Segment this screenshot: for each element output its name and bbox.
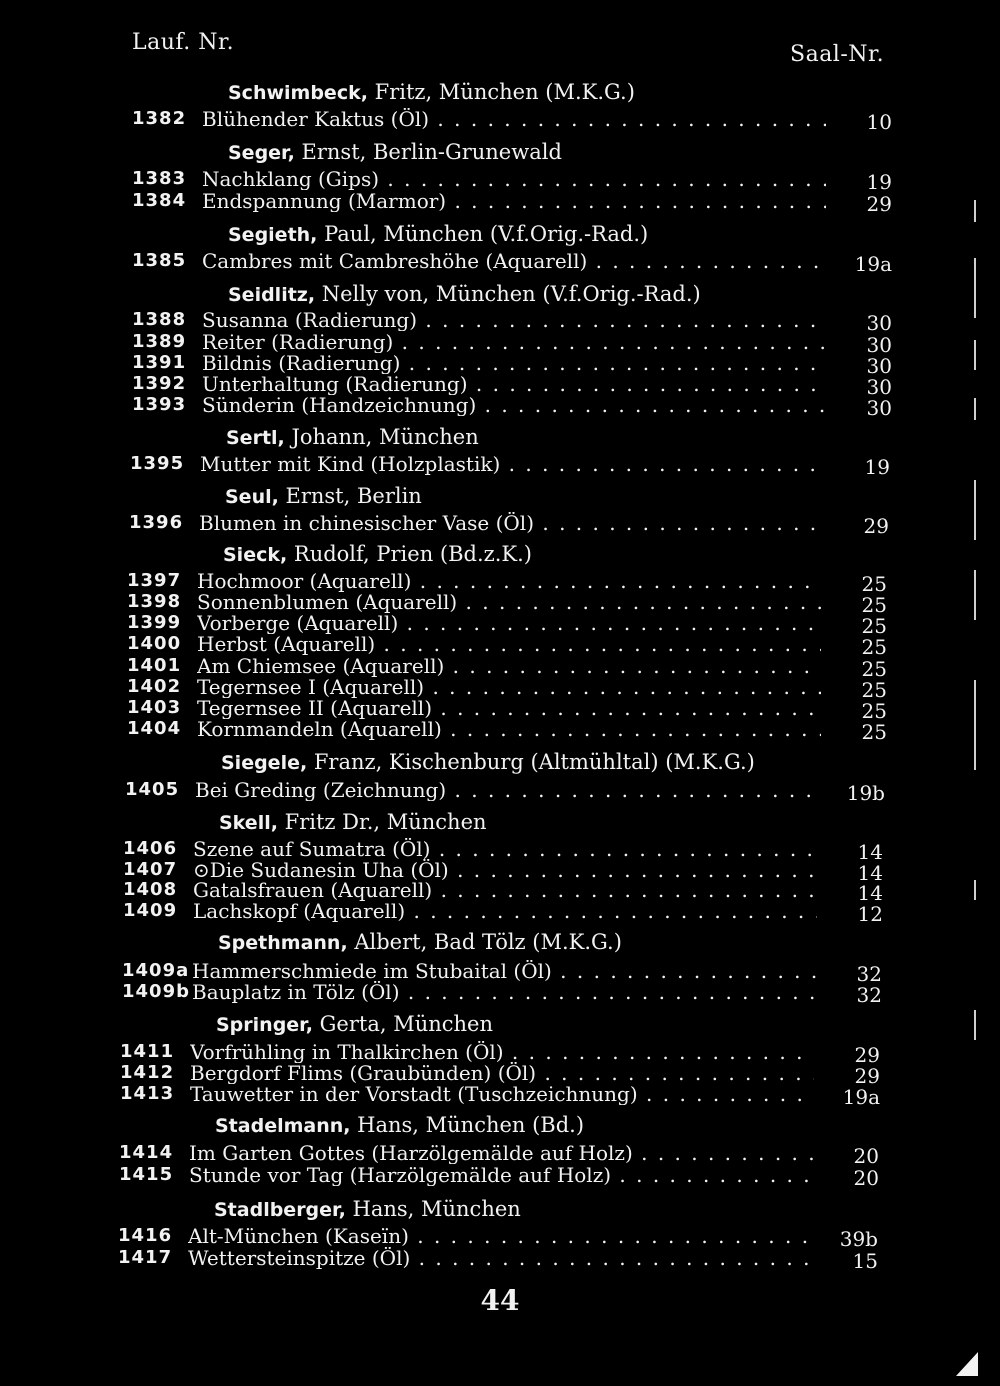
- margin-mark: [974, 480, 976, 540]
- entry-saal-number: 19b: [846, 781, 885, 805]
- catalog-entry: [127, 676, 887, 702]
- catalog-entry: [123, 859, 883, 885]
- entry-title: Vorfrühling in Thalkirchen (Öl) . . .: [190, 1041, 814, 1063]
- entry-title: Mutter mit Kind (Holzplastik) . . .: [200, 453, 824, 475]
- entry-number: 1396: [129, 512, 184, 533]
- artist-heading: [228, 222, 648, 246]
- margin-mark: [974, 880, 976, 900]
- entry-number: 1417: [118, 1247, 173, 1268]
- artist-name: Segieth,: [228, 224, 318, 246]
- entry-title: ⊙Die Sudanesin Uha (Öl) . . .: [193, 859, 817, 881]
- entry-title: Hammerschmiede im Stubaital (Öl) . . .: [192, 960, 816, 982]
- artist-name: Stadlberger,: [214, 1199, 346, 1221]
- catalog-entry: [122, 981, 882, 1007]
- entry-title: Reiter (Radierung) . . .: [202, 331, 826, 353]
- entry-saal-number: 19a: [842, 1085, 880, 1109]
- artist-heading: [223, 542, 532, 566]
- catalog-entry: [132, 331, 892, 357]
- artist-info: Gerta, München: [312, 1012, 494, 1036]
- entry-title: Am Chiemsee (Aquarell) . . .: [197, 655, 821, 677]
- entry-saal-number: 20: [853, 1144, 879, 1168]
- catalog-entry: [120, 1083, 880, 1109]
- entry-title: Herbst (Aquarell) . . .: [197, 633, 821, 655]
- entry-title: Sünderin (Handzeichnung) . . .: [202, 394, 826, 416]
- entry-number: 1412: [120, 1062, 175, 1083]
- artist-heading: [216, 1012, 493, 1036]
- entry-saal-number: 30: [866, 375, 892, 399]
- catalog-entry: [132, 108, 892, 134]
- margin-mark: [974, 1010, 976, 1040]
- entry-title: Tauwetter in der Vorstadt (Tuschzeichnung) . . .: [190, 1083, 814, 1105]
- artist-info: Hans, München: [345, 1197, 521, 1221]
- page-number: 44: [480, 1284, 520, 1317]
- entry-title: Bergdorf Flims (Graubünden) (Öl) . . .: [190, 1062, 814, 1084]
- artist-heading: [228, 140, 562, 164]
- artist-name: Seidlitz,: [228, 284, 316, 306]
- entry-saal-number: 32: [856, 983, 882, 1007]
- entry-number: 1395: [130, 453, 185, 474]
- catalog-entry: [127, 697, 887, 723]
- artist-name: Stadelmann,: [215, 1115, 351, 1137]
- entry-saal-number: 14: [857, 881, 883, 905]
- artist-info: Albert, Bad Tölz (M.K.G.): [347, 930, 622, 954]
- margin-mark: [974, 340, 976, 370]
- entry-title: Stunde vor Tag (Harzölgemälde auf Holz) . . .: [189, 1164, 813, 1186]
- catalog-entry: [130, 453, 890, 479]
- entry-saal-number: 30: [866, 311, 892, 335]
- entry-title: Wettersteinspitze (Öl) . . .: [188, 1247, 812, 1269]
- catalog-entry: [118, 1225, 878, 1251]
- margin-mark: [974, 680, 976, 770]
- entry-title: Szene auf Sumatra (Öl) . . .: [193, 838, 817, 860]
- artist-name: Spethmann,: [218, 932, 348, 954]
- entry-saal-number: 20: [853, 1166, 879, 1190]
- entry-number: 1385: [132, 250, 187, 271]
- entry-saal-number: 29: [854, 1064, 880, 1088]
- catalog-entry: [127, 633, 887, 659]
- entry-saal-number: 30: [866, 354, 892, 378]
- entry-title: Hochmoor (Aquarell) . . .: [197, 570, 821, 592]
- margin-mark: [974, 200, 976, 222]
- artist-heading: [219, 810, 487, 834]
- entry-saal-number: 25: [861, 614, 887, 638]
- entry-number: 1389: [132, 331, 187, 352]
- entry-saal-number: 29: [863, 514, 889, 538]
- entry-title: Cambres mit Cambreshöhe (Aquarell) . . .: [202, 250, 826, 272]
- entry-title: Unterhaltung (Radierung) . . .: [202, 373, 826, 395]
- entry-number: 1414: [119, 1142, 174, 1163]
- entry-title: Kornmandeln (Aquarell) . . .: [197, 718, 821, 740]
- artist-name: Sertl,: [226, 427, 285, 449]
- catalog-entry: [120, 1062, 880, 1088]
- catalog-entry: [123, 879, 883, 905]
- entry-number: 1413: [120, 1083, 175, 1104]
- margin-mark: [974, 570, 976, 620]
- entry-number: 1416: [118, 1225, 173, 1246]
- artist-name: Sieck,: [223, 544, 288, 566]
- entry-title: Tegernsee I (Aquarell) . . .: [197, 676, 821, 698]
- catalog-entry: [132, 168, 892, 194]
- artist-heading: [221, 750, 755, 774]
- artist-info: Hans, München (Bd.): [350, 1113, 585, 1137]
- entry-title: Susanna (Radierung) . . .: [202, 309, 826, 331]
- entry-number: 1406: [123, 838, 178, 859]
- catalog-entry: [119, 1142, 879, 1168]
- artist-info: Paul, München (V.f.Orig.-Rad.): [317, 222, 649, 246]
- margin-mark: [974, 258, 976, 318]
- artist-name: Springer,: [216, 1014, 313, 1036]
- entry-saal-number: 29: [854, 1043, 880, 1067]
- catalog-entry: [132, 190, 892, 216]
- artist-heading: [225, 484, 422, 508]
- artist-heading: [218, 930, 622, 954]
- header-lauf-nr: Lauf. Nr.: [132, 30, 235, 55]
- catalog-entry: [125, 779, 885, 805]
- entry-saal-number: 39b: [839, 1227, 878, 1251]
- entry-number: 1398: [127, 591, 182, 612]
- entry-saal-number: 25: [861, 720, 887, 744]
- catalog-entry: [132, 373, 892, 399]
- catalog-entry: [127, 612, 887, 638]
- entry-title: Bei Greding (Zeichnung) . . .: [195, 779, 819, 801]
- entry-number: 1404: [127, 718, 182, 739]
- entry-number: 1408: [123, 879, 178, 900]
- artist-name: Seul,: [225, 486, 279, 508]
- catalog-entry: [127, 591, 887, 617]
- entry-saal-number: 29: [866, 192, 892, 216]
- entry-title: Blumen in chinesischer Vase (Öl) . . .: [199, 512, 823, 534]
- catalog-entry: [120, 1041, 880, 1067]
- entry-saal-number: 25: [861, 572, 887, 596]
- artist-heading: [228, 80, 635, 104]
- entry-title: Nachklang (Gips) . . .: [202, 168, 826, 190]
- entry-saal-number: 30: [866, 333, 892, 357]
- artist-name: Seger,: [228, 142, 295, 164]
- entry-number: 1401: [127, 655, 182, 676]
- entry-number: 1409: [123, 900, 178, 921]
- entry-title: Tegernsee II (Aquarell) . . .: [197, 697, 821, 719]
- catalog-entry: [132, 352, 892, 378]
- entry-title: Gatalsfrauen (Aquarell) . . .: [193, 879, 817, 901]
- entry-number: 1393: [132, 394, 187, 415]
- artist-info: Ernst, Berlin: [278, 484, 422, 508]
- entry-saal-number: 25: [861, 678, 887, 702]
- entry-saal-number: 14: [857, 861, 883, 885]
- artist-info: Johann, München: [284, 425, 479, 449]
- entry-number: 1400: [127, 633, 182, 654]
- catalog-entry: [127, 718, 887, 744]
- entry-title: Alt-München (Kaseïn) . . .: [188, 1225, 812, 1247]
- entry-number: 1384: [132, 190, 187, 211]
- catalog-entry: [127, 570, 887, 596]
- entry-saal-number: 19: [864, 455, 890, 479]
- catalog-entry: [122, 960, 882, 986]
- entry-title: Blühender Kaktus (Öl) . . .: [202, 108, 826, 130]
- entry-saal-number: 15: [852, 1249, 878, 1273]
- catalog-entry: [123, 900, 883, 926]
- catalog-entry: [123, 838, 883, 864]
- entry-number: 1402: [127, 676, 182, 697]
- entry-saal-number: 30: [866, 396, 892, 420]
- entry-saal-number: 25: [861, 593, 887, 617]
- entry-number: 1399: [127, 612, 182, 633]
- entry-title: Sonnenblumen (Aquarell) . . .: [197, 591, 821, 613]
- artist-heading: [226, 425, 479, 449]
- artist-info: Fritz, München (M.K.G.): [367, 80, 635, 104]
- entry-number: 1397: [127, 570, 182, 591]
- entry-title: Bildnis (Radierung) . . .: [202, 352, 826, 374]
- entry-number: 1405: [125, 779, 180, 800]
- entry-saal-number: 25: [861, 699, 887, 723]
- entry-number: 1407: [123, 859, 178, 880]
- artist-name: Schwimbeck,: [228, 82, 368, 104]
- entry-saal-number: 12: [857, 902, 883, 926]
- entry-number: 1392: [132, 373, 187, 394]
- margin-mark: [974, 398, 976, 420]
- entry-number: 1409a: [122, 960, 190, 981]
- entry-saal-number: 19: [866, 170, 892, 194]
- catalog-entry: [132, 250, 892, 276]
- artist-heading: [215, 1113, 584, 1137]
- entry-title: Endspannung (Marmor) . . .: [202, 190, 826, 212]
- artist-name: Siegele,: [221, 752, 308, 774]
- artist-info: Rudolf, Prien (Bd.z.K.): [287, 542, 532, 566]
- catalog-entry: [132, 309, 892, 335]
- entry-saal-number: 10: [866, 110, 892, 134]
- entry-number: 1383: [132, 168, 187, 189]
- artist-heading: [228, 282, 701, 306]
- entry-number: 1382: [132, 108, 187, 129]
- entry-saal-number: 14: [857, 840, 883, 864]
- entry-number: 1415: [119, 1164, 174, 1185]
- catalog-entry: [127, 655, 887, 681]
- entry-title: Im Garten Gottes (Harzölgemälde auf Holz) . . .: [189, 1142, 813, 1164]
- artist-info: Franz, Kischenburg (Altmühltal) (M.K.G.): [307, 750, 755, 774]
- entry-number: 1411: [120, 1041, 175, 1062]
- entry-saal-number: 25: [861, 635, 887, 659]
- entry-saal-number: 19a: [854, 252, 892, 276]
- entry-number: 1391: [132, 352, 187, 373]
- artist-name: Skell,: [219, 812, 278, 834]
- catalog-entry: [129, 512, 889, 538]
- entry-title: Bauplatz in Tölz (Öl) . . .: [192, 981, 816, 1003]
- artist-info: Nelly von, München (V.f.Orig.-Rad.): [315, 282, 701, 306]
- entry-number: 1388: [132, 309, 187, 330]
- artist-info: Ernst, Berlin-Grunewald: [294, 140, 562, 164]
- catalog-entry: [118, 1247, 878, 1273]
- entry-saal-number: 25: [861, 657, 887, 681]
- entry-saal-number: 32: [856, 962, 882, 986]
- artist-heading: [214, 1197, 521, 1221]
- page-corner-mark: [956, 1352, 978, 1376]
- header-saal-nr: Saal-Nr.: [790, 42, 885, 67]
- catalog-entry: [132, 394, 892, 420]
- catalog-entry: [119, 1164, 879, 1190]
- entry-number: 1409b: [122, 981, 190, 1002]
- entry-number: 1403: [127, 697, 182, 718]
- entry-title: Lachskopf (Aquarell) . . .: [193, 900, 817, 922]
- entry-title: Vorberge (Aquarell) . . .: [197, 612, 821, 634]
- artist-info: Fritz Dr., München: [277, 810, 487, 834]
